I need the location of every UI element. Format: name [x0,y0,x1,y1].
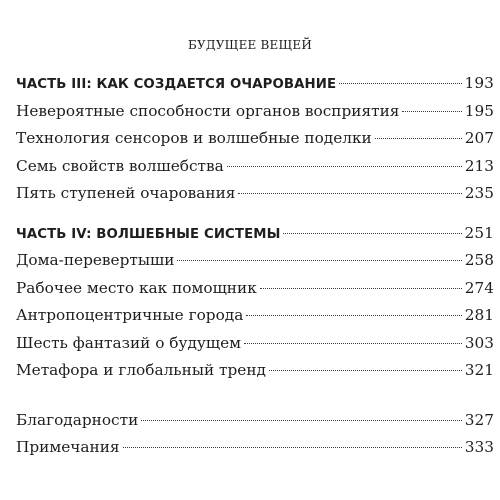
toc-page-number: 213 [464,156,494,175]
toc-section-part-4 [16,220,494,385]
dot-leader [123,446,462,448]
toc-chapter-entry [16,153,494,181]
dot-leader [246,314,461,316]
dot-leader [227,165,462,167]
table-of-contents [16,70,494,462]
toc-page-number: 327 [464,410,494,429]
toc-chapter-entry [16,180,494,208]
section-spacer [16,208,494,220]
toc-chapter-title: Шесть фантазий о будущем [16,333,242,352]
toc-part-title: ЧАСТЬ III: КАК СОЗДАЕТСЯ ОЧАРОВАНИЕ [16,77,337,92]
toc-back-matter-entry [16,407,494,435]
dot-leader [141,419,462,421]
toc-page-number: 303 [464,333,494,352]
toc-chapter-title: Невероятные способности органов восприятия [16,101,400,120]
toc-page-number: 274 [464,278,494,297]
toc-chapter-title: Дома-перевертыши [16,251,175,269]
dot-leader [402,110,461,112]
toc-page-number: 281 [464,306,494,324]
toc-chapter-title: Пять ступеней очарования [16,184,236,202]
toc-page-number: 251 [464,223,494,242]
dot-leader [238,192,461,194]
section-spacer [16,385,494,407]
toc-part-title: ЧАСТЬ IV: ВОЛШЕБНЫЕ СИСТЕМЫ [16,226,281,242]
toc-page-number: 193 [464,74,494,92]
toc-page-number: 321 [464,361,494,379]
toc-part-heading [16,220,494,248]
dot-leader [260,287,462,289]
dot-leader [375,137,462,139]
dot-leader [244,342,462,344]
toc-chapter-entry [16,247,494,275]
toc-chapter-title: Метафора и глобальный тренд [16,361,266,379]
toc-page-number: 235 [464,184,494,202]
dot-leader [339,82,461,84]
toc-chapter-entry [16,98,494,126]
toc-page-number: 333 [464,438,494,456]
toc-chapter-entry [16,125,494,153]
dot-leader [283,232,461,234]
toc-chapter-title: Антропоцентричные города [16,306,244,324]
toc-chapter-title: Примечания [16,438,120,456]
toc-chapter-title: Семь свойств волшебства [16,156,224,175]
toc-chapter-entry [16,275,494,303]
toc-back-matter-entry [16,434,494,462]
toc-page-number: 258 [464,251,494,269]
toc-chapter-entry [16,330,494,358]
toc-page-number: 195 [464,101,494,120]
toc-chapter-entry [16,302,494,330]
toc-part-heading [16,70,494,98]
toc-section-back-matter [16,407,494,462]
dot-leader [177,259,461,261]
toc-chapter-title: Благодарности [16,410,139,429]
toc-page-number: 207 [464,129,494,147]
toc-chapter-entry [16,357,494,385]
dot-leader [269,369,462,371]
toc-section-part-3 [16,70,494,208]
toc-chapter-title: Технология сенсоров и волшебные поделки [16,129,372,147]
running-header: БУДУЩЕЕ ВЕЩЕЙ [187,38,313,52]
toc-chapter-title: Рабочее место как помощник [16,278,257,297]
